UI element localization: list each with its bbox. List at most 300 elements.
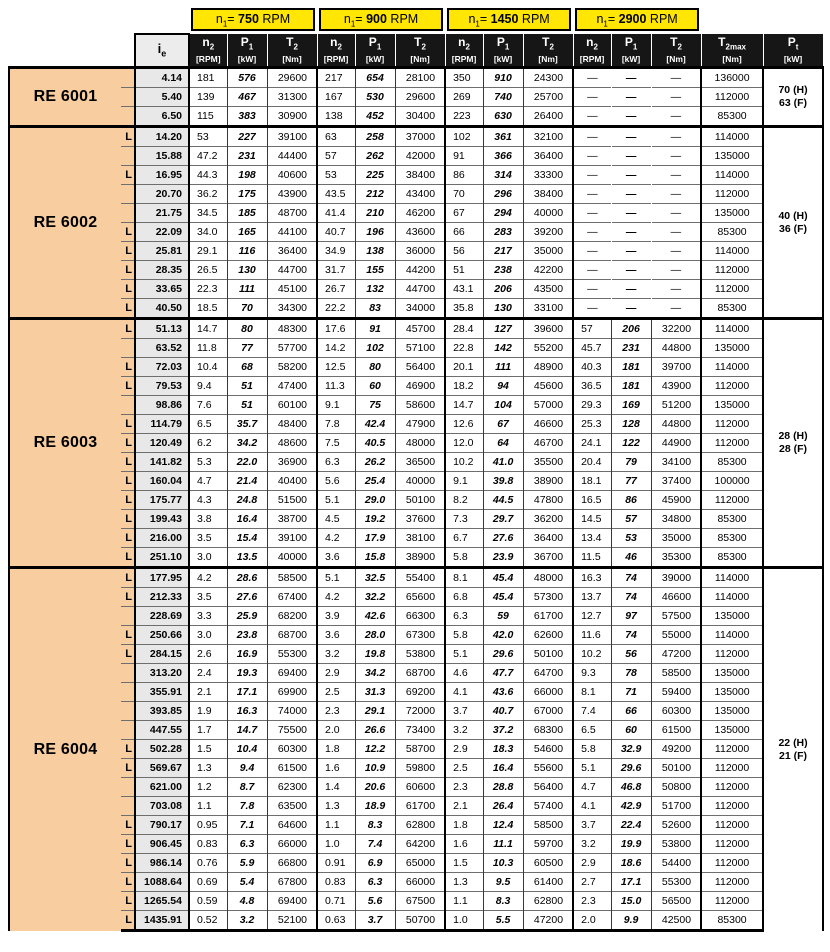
p1-value: 130 [483, 299, 523, 319]
p1-value: 21.4 [227, 472, 267, 491]
table-row [9, 664, 823, 683]
t2-value: 55600 [523, 759, 573, 778]
table-row [9, 107, 823, 127]
p1-value: 210 [355, 204, 395, 223]
t2-value: 40000 [395, 472, 445, 491]
n2-value: 1.1 [445, 892, 483, 911]
p1-value: 12.2 [355, 740, 395, 759]
n2-value: 0.63 [317, 911, 355, 931]
n2-value: 2.6 [189, 645, 227, 664]
l-flag [121, 683, 135, 702]
n2-value: 20.1 [445, 358, 483, 377]
pt-value [763, 127, 823, 319]
p1-value: 80 [355, 358, 395, 377]
n2-value: 0.91 [317, 854, 355, 873]
n2-value: 0.95 [189, 816, 227, 835]
p1-value: 75 [355, 396, 395, 415]
ratio-value: 160.04 [135, 472, 189, 491]
t2max-value: 85300 [701, 548, 763, 568]
n2-value: 28.4 [445, 319, 483, 339]
p1-value: 111 [483, 358, 523, 377]
l-flag [121, 147, 135, 166]
p1-value: 47.7 [483, 664, 523, 683]
p1-value: 14.7 [227, 721, 267, 740]
p1-value: 361 [483, 127, 523, 147]
l-flag [121, 68, 135, 88]
t2-value: 61500 [267, 759, 317, 778]
ratio-value: 114.79 [135, 415, 189, 434]
table-header [9, 8, 823, 68]
p1-value: 217 [483, 242, 523, 261]
n2-value: 51 [445, 261, 483, 280]
n2-value: 1.6 [317, 759, 355, 778]
n2-value: 7.4 [573, 702, 611, 721]
t2-value: — [651, 107, 701, 127]
n2-value: 12.6 [445, 415, 483, 434]
p1-value: 22.4 [611, 816, 651, 835]
n2-value: 115 [189, 107, 227, 127]
t2-value: 44200 [395, 261, 445, 280]
col-header-n2-750: $n_2$ [RPM] [189, 34, 227, 68]
p1-value: 175 [227, 185, 267, 204]
n2-value: 8.1 [445, 568, 483, 588]
header-spacer-right [701, 8, 823, 34]
n2-value: 3.7 [573, 816, 611, 835]
p1-value: 78 [611, 664, 651, 683]
table-row [9, 88, 823, 107]
speed-value: 1450 [490, 12, 519, 26]
t2-value: 59800 [395, 759, 445, 778]
t2-value: 60100 [267, 396, 317, 415]
n2-value: 26.5 [189, 261, 227, 280]
p1-value: 29.1 [355, 702, 395, 721]
n2-value: 102 [445, 127, 483, 147]
t2max-value: 136000 [701, 68, 763, 88]
n2-value: — [573, 280, 611, 299]
t2-value: 65000 [395, 854, 445, 873]
n2-value: 22.8 [445, 339, 483, 358]
pt-line: 22 (H) [778, 736, 808, 749]
t2-value: 68700 [395, 664, 445, 683]
n2-value: 4.5 [317, 510, 355, 529]
p1-value: 41.0 [483, 453, 523, 472]
p1-value: 9.5 [483, 873, 523, 892]
t2-value: 44100 [267, 223, 317, 242]
t2-value: 43900 [267, 185, 317, 204]
t2-value: 60300 [651, 702, 701, 721]
n2-value: 43.5 [317, 185, 355, 204]
t2-value: 62300 [267, 778, 317, 797]
l-flag [121, 339, 135, 358]
p1-value: 294 [483, 204, 523, 223]
p1-value: 142 [483, 339, 523, 358]
t2-value: 30400 [395, 107, 445, 127]
t2-value: 48300 [267, 319, 317, 339]
t2-value: — [651, 242, 701, 261]
n2-value: 0.76 [189, 854, 227, 873]
n2-value: 2.3 [445, 778, 483, 797]
l-flag [121, 607, 135, 626]
pt-line: 21 (F) [779, 749, 808, 762]
n2-value: 1.3 [445, 873, 483, 892]
t2-value: 63500 [267, 797, 317, 816]
t2-value: 61700 [395, 797, 445, 816]
p1-value: 42.0 [483, 626, 523, 645]
p1-value: — [611, 204, 651, 223]
t2-value: 38700 [267, 510, 317, 529]
n2-value: 11.3 [317, 377, 355, 396]
t2-value: 43400 [395, 185, 445, 204]
table-row [9, 911, 823, 931]
l-flag: L [121, 434, 135, 453]
p1-value: 25.4 [355, 472, 395, 491]
t2-value: 60300 [267, 740, 317, 759]
pt-line: 40 (H) [778, 209, 808, 222]
n2-value: 7.5 [317, 434, 355, 453]
t2max-value: 100000 [701, 472, 763, 491]
l-flag: L [121, 415, 135, 434]
n2-value: 25.3 [573, 415, 611, 434]
l-flag: L [121, 548, 135, 568]
speed-band-900: $n_1= 900$ RPM [319, 8, 443, 31]
ratio-value: 251.10 [135, 548, 189, 568]
table-row [9, 510, 823, 529]
speed-value: 2900 [618, 12, 647, 26]
t2-value: 50100 [395, 491, 445, 510]
n2-value: 1.2 [189, 778, 227, 797]
n2-value: 40.7 [317, 223, 355, 242]
p1-value: 7.1 [227, 816, 267, 835]
t2-value: 36000 [395, 242, 445, 261]
n2-value: 47.2 [189, 147, 227, 166]
p1-value: 6.3 [227, 835, 267, 854]
t2-value: 64600 [267, 816, 317, 835]
ratio-value: 15.88 [135, 147, 189, 166]
n2-value: — [573, 107, 611, 127]
p1-value: 5.9 [227, 854, 267, 873]
table-row [9, 721, 823, 740]
t2-value: 44700 [395, 280, 445, 299]
col-header-pt: $P_t$ [kW] [763, 34, 823, 68]
n2-value: 4.2 [189, 568, 227, 588]
l-flag [121, 797, 135, 816]
t2-value: 34100 [651, 453, 701, 472]
t2-value: 30900 [267, 107, 317, 127]
ratio-value: 21.75 [135, 204, 189, 223]
p1-value: — [611, 88, 651, 107]
t2max-value: 112000 [701, 873, 763, 892]
n2-value: 26.7 [317, 280, 355, 299]
n2-value: 2.9 [317, 664, 355, 683]
t2max-value: 112000 [701, 892, 763, 911]
p1-value: 130 [227, 261, 267, 280]
p1-value: — [611, 147, 651, 166]
t2-value: 68200 [267, 607, 317, 626]
n2-value: 5.1 [317, 491, 355, 510]
n2-value: — [573, 242, 611, 261]
model-label: RE 6004 [9, 568, 121, 931]
l-flag: L [121, 472, 135, 491]
n2-value: 1.7 [189, 721, 227, 740]
t2-value: 42500 [651, 911, 701, 931]
p1-value: — [611, 127, 651, 147]
p1-value: 198 [227, 166, 267, 185]
l-flag: L [121, 816, 135, 835]
p1-value: 630 [483, 107, 523, 127]
n2-value: 44.3 [189, 166, 227, 185]
ratio-value: 228.69 [135, 607, 189, 626]
p1-value: 5.5 [483, 911, 523, 931]
n2-value: 6.3 [445, 607, 483, 626]
ratio-value: 16.95 [135, 166, 189, 185]
speed-band-row [9, 8, 823, 34]
pt-value [763, 319, 823, 568]
t2-value: 28100 [395, 68, 445, 88]
t2-value: — [651, 261, 701, 280]
t2-value: 58700 [395, 740, 445, 759]
ratio-value: 355.91 [135, 683, 189, 702]
t2max-value: 112000 [701, 854, 763, 873]
p1-value: 68 [227, 358, 267, 377]
p1-value: 132 [355, 280, 395, 299]
n2-value: 1.3 [189, 759, 227, 778]
col-header-p1-2900: $P_1$ [kW] [611, 34, 651, 68]
l-flag: L [121, 626, 135, 645]
p1-value: 11.1 [483, 835, 523, 854]
p1-value: 181 [611, 377, 651, 396]
p1-value: 16.3 [227, 702, 267, 721]
n2-value: 57 [573, 319, 611, 339]
l-flag: L [121, 377, 135, 396]
l-flag: L [121, 911, 135, 931]
n2-value: 2.0 [317, 721, 355, 740]
column-header-row [9, 34, 823, 68]
t2max-value: 85300 [701, 223, 763, 242]
p1-value: 17.1 [611, 873, 651, 892]
p1-value: 13.5 [227, 548, 267, 568]
n2-value: 139 [189, 88, 227, 107]
t2-value: 40000 [523, 204, 573, 223]
l-flag: L [121, 453, 135, 472]
t2-value: 56400 [395, 358, 445, 377]
t2-value: 35500 [523, 453, 573, 472]
ratio-column-header: $i_e$ [135, 34, 189, 68]
p1-value: 74 [611, 588, 651, 607]
l-flag: L [121, 645, 135, 664]
n2-value: 1.5 [189, 740, 227, 759]
t2max-value: 135000 [701, 147, 763, 166]
t2-value: 50100 [523, 645, 573, 664]
p1-value: 6.9 [355, 854, 395, 873]
p1-value: 28.8 [483, 778, 523, 797]
n2-value: 22.2 [317, 299, 355, 319]
ratio-value: 33.65 [135, 280, 189, 299]
t2-value: 50100 [651, 759, 701, 778]
p1-value: 576 [227, 68, 267, 88]
t2-value: 26400 [523, 107, 573, 127]
table-row [9, 491, 823, 510]
l-flag [121, 721, 135, 740]
ratio-value: 569.67 [135, 759, 189, 778]
n2-value: 4.2 [317, 588, 355, 607]
n2-value: 138 [317, 107, 355, 127]
table-row [9, 396, 823, 415]
t2max-value: 112000 [701, 415, 763, 434]
ratio-value: 6.50 [135, 107, 189, 127]
t2-value: 69400 [267, 664, 317, 683]
t2-value: 35000 [651, 529, 701, 548]
n2-value: 36.5 [573, 377, 611, 396]
t2-value: 45600 [523, 377, 573, 396]
n2-value: 66 [445, 223, 483, 242]
n1-symbol: n [596, 12, 604, 26]
n2-value: 223 [445, 107, 483, 127]
ratio-value: 216.00 [135, 529, 189, 548]
l-flag: L [121, 242, 135, 261]
t2-value: 48000 [395, 434, 445, 453]
p1-value: 383 [227, 107, 267, 127]
t2-value: 42000 [395, 147, 445, 166]
n2-value: 17.6 [317, 319, 355, 339]
n2-value: 45.7 [573, 339, 611, 358]
n2-value: 67 [445, 204, 483, 223]
p1-value: 74 [611, 626, 651, 645]
p1-value: 206 [483, 280, 523, 299]
col-header-t2-900: $T_2$ [Nm] [395, 34, 445, 68]
p1-value: 138 [355, 242, 395, 261]
l-flag [121, 396, 135, 415]
t2-value: 54600 [523, 740, 573, 759]
l-flag: L [121, 280, 135, 299]
n2-value: 3.9 [317, 607, 355, 626]
n1-symbol: n [343, 12, 351, 26]
n2-value: 10.4 [189, 358, 227, 377]
t2-value: 62600 [523, 626, 573, 645]
p1-value: 60 [355, 377, 395, 396]
t2max-value: 135000 [701, 702, 763, 721]
p1-value: — [611, 299, 651, 319]
ratio-value: 212.33 [135, 588, 189, 607]
t2max-value: 114000 [701, 358, 763, 377]
n2-value: 1.0 [317, 835, 355, 854]
p1-value: 16.4 [227, 510, 267, 529]
p1-value: 231 [611, 339, 651, 358]
t2max-value: 112000 [701, 377, 763, 396]
t2-value: 32100 [523, 127, 573, 147]
n2-value: 22.3 [189, 280, 227, 299]
t2max-value: 85300 [701, 510, 763, 529]
p1-value: 53 [611, 529, 651, 548]
p1-value: 238 [483, 261, 523, 280]
t2max-value: 85300 [701, 529, 763, 548]
p1-value: 39.8 [483, 472, 523, 491]
p1-value: 5.4 [227, 873, 267, 892]
t2-value: 58600 [395, 396, 445, 415]
p1-value: 10.3 [483, 854, 523, 873]
table-row [9, 740, 823, 759]
p1-value: 23.8 [227, 626, 267, 645]
p1-value: 32.9 [611, 740, 651, 759]
t2-value: 67000 [523, 702, 573, 721]
t2max-value: 85300 [701, 107, 763, 127]
t2-value: 43500 [523, 280, 573, 299]
speed-value: 900 [366, 12, 387, 26]
t2-value: — [651, 127, 701, 147]
p1-value: 64 [483, 434, 523, 453]
ratio-value: 141.82 [135, 453, 189, 472]
table-row [9, 204, 823, 223]
t2-value: 61700 [523, 607, 573, 626]
p1-value: — [611, 68, 651, 88]
n2-value: 2.1 [445, 797, 483, 816]
t2-value: 37000 [395, 127, 445, 147]
t2-value: — [651, 147, 701, 166]
p1-value: 51 [227, 377, 267, 396]
pt-line: 70 (H) [778, 84, 808, 96]
n2-value: 1.0 [445, 911, 483, 931]
p1-value: 57 [611, 510, 651, 529]
n2-value: 5.1 [317, 568, 355, 588]
n2-value: 14.2 [317, 339, 355, 358]
table-row [9, 185, 823, 204]
p1-value: 104 [483, 396, 523, 415]
p1-value: 127 [483, 319, 523, 339]
n2-value: 6.8 [445, 588, 483, 607]
p1-value: 155 [355, 261, 395, 280]
p1-value: — [611, 185, 651, 204]
t2max-value: 114000 [701, 626, 763, 645]
t2-value: 58500 [267, 568, 317, 588]
t2-value: 66000 [395, 873, 445, 892]
t2-value: 44400 [267, 147, 317, 166]
p1-value: 116 [227, 242, 267, 261]
p1-value: 74 [611, 568, 651, 588]
t2-value: 44700 [267, 261, 317, 280]
t2-value: 34300 [267, 299, 317, 319]
p1-value: — [611, 242, 651, 261]
n2-value: 0.83 [317, 873, 355, 892]
t2-value: — [651, 166, 701, 185]
n2-value: 3.2 [445, 721, 483, 740]
t2max-value: 135000 [701, 664, 763, 683]
n2-value: 3.2 [317, 645, 355, 664]
n2-value: — [573, 127, 611, 147]
table-row [9, 529, 823, 548]
t2-value: — [651, 204, 701, 223]
p1-value: 3.7 [355, 911, 395, 931]
ratio-value: 51.13 [135, 319, 189, 339]
p1-value: 6.3 [355, 873, 395, 892]
t2max-value: 112000 [701, 778, 763, 797]
n2-value: 1.4 [317, 778, 355, 797]
table-row [9, 415, 823, 434]
t2-value: 40600 [267, 166, 317, 185]
t2-value: 46700 [523, 434, 573, 453]
p1-value: 35.7 [227, 415, 267, 434]
n2-value: 35.8 [445, 299, 483, 319]
header-spacer-model [9, 34, 135, 68]
t2-value: 43900 [651, 377, 701, 396]
t2-value: 40000 [267, 548, 317, 568]
t2-value: — [651, 280, 701, 299]
p1-value: 181 [611, 358, 651, 377]
p1-value: 10.4 [227, 740, 267, 759]
n2-value: 20.4 [573, 453, 611, 472]
t2-value: 42200 [523, 261, 573, 280]
n2-value: 40.3 [573, 358, 611, 377]
p1-value: 19.2 [355, 510, 395, 529]
p1-value: 910 [483, 68, 523, 88]
